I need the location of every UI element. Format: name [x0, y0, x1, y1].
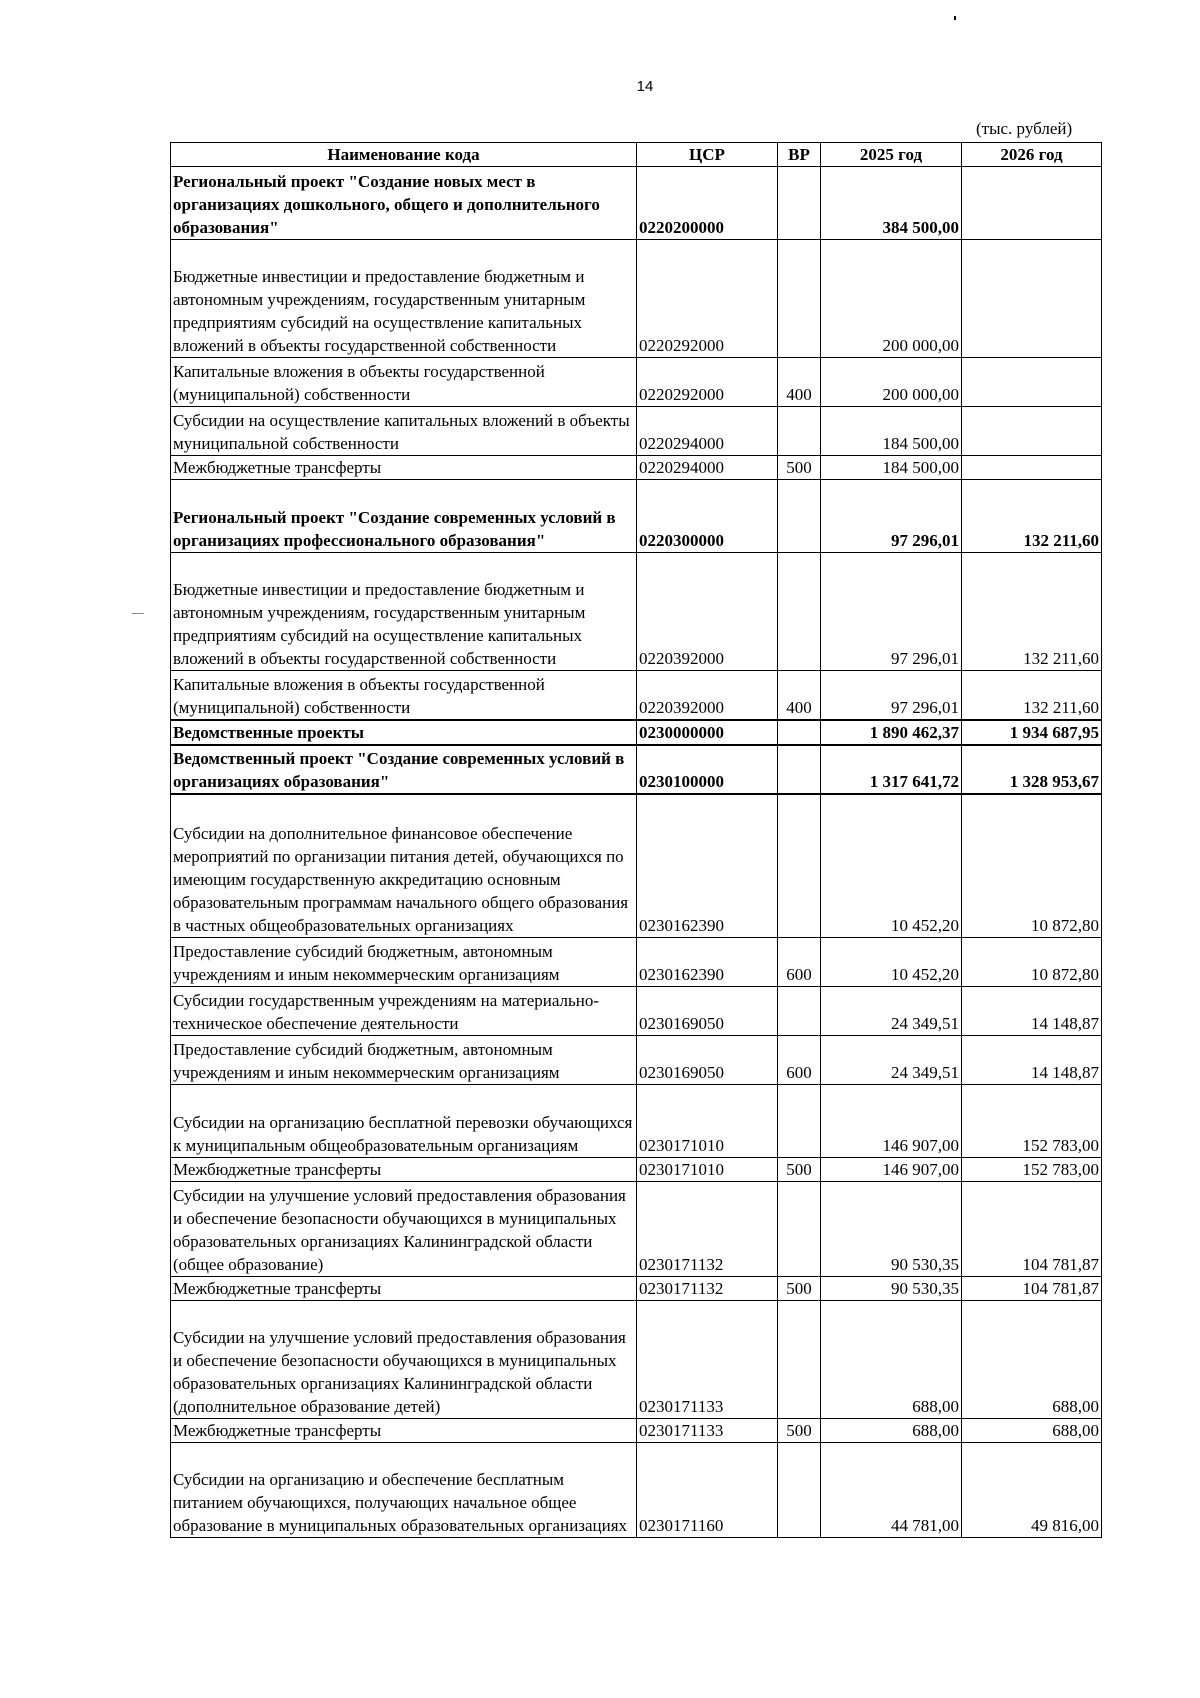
cell-2025: 200 000,00 — [821, 240, 962, 358]
cell-csr: 0230169050 — [637, 987, 778, 1036]
header-csr: ЦСР — [637, 143, 778, 167]
cell-2026: 104 781,87 — [962, 1277, 1102, 1301]
table-row — [171, 1182, 1102, 1277]
cell-2025: 97 296,01 — [821, 671, 962, 720]
cell-vr — [778, 987, 821, 1036]
cell-name: Межбюджетные трансферты — [171, 456, 637, 480]
cell-2025: 1 890 462,37 — [821, 720, 962, 745]
cell-name: Капитальные вложения в объекты государственной (муниципальной) собственности — [171, 358, 637, 407]
cell-vr: 600 — [778, 938, 821, 987]
budget-table — [170, 142, 1102, 1538]
cell-name: Бюджетные инвестиции и предоставление бюджетным и автономным учреждениям, государственным унитарным предприятиям субсидий на осуществление капитальных вложений в объекты государственной собственности — [171, 553, 637, 671]
scan-mark — [132, 613, 144, 614]
cell-2025: 90 530,35 — [821, 1277, 962, 1301]
cell-2026 — [962, 456, 1102, 480]
cell-csr: 0230169050 — [637, 1036, 778, 1085]
cell-name: Ведомственный проект "Создание современных условий в организациях образования" — [171, 745, 637, 794]
cell-2026 — [962, 358, 1102, 407]
cell-csr: 0230171132 — [637, 1277, 778, 1301]
cell-2026: 49 816,00 — [962, 1443, 1102, 1538]
cell-2025: 688,00 — [821, 1419, 962, 1443]
table-row — [171, 987, 1102, 1036]
table-row — [171, 671, 1102, 720]
cell-2026: 1 328 953,67 — [962, 745, 1102, 794]
cell-name: Предоставление субсидий бюджетным, автономным учреждениям и иным некоммерческим организациям — [171, 1036, 637, 1085]
cell-vr — [778, 1301, 821, 1419]
cell-2026: 152 783,00 — [962, 1085, 1102, 1158]
cell-vr — [778, 745, 821, 794]
cell-name: Региональный проект "Создание современных условий в организациях профессионального образования" — [171, 480, 637, 553]
cell-2026: 10 872,80 — [962, 938, 1102, 987]
cell-2025: 24 349,51 — [821, 1036, 962, 1085]
cell-csr: 0220392000 — [637, 671, 778, 720]
cell-csr: 0230162390 — [637, 794, 778, 938]
cell-vr: 500 — [778, 456, 821, 480]
table-row — [171, 745, 1102, 794]
header-2025: 2025 год — [821, 143, 962, 167]
cell-vr — [778, 407, 821, 456]
cell-2026 — [962, 240, 1102, 358]
cell-2025: 10 452,20 — [821, 938, 962, 987]
cell-csr: 0230171010 — [637, 1158, 778, 1182]
cell-2025: 97 296,01 — [821, 480, 962, 553]
cell-csr: 0230171160 — [637, 1443, 778, 1538]
cell-2025: 184 500,00 — [821, 456, 962, 480]
cell-csr: 0230171133 — [637, 1419, 778, 1443]
table-row — [171, 1301, 1102, 1419]
cell-vr: 500 — [778, 1419, 821, 1443]
cell-2026 — [962, 167, 1102, 240]
cell-csr: 0230100000 — [637, 745, 778, 794]
cell-name: Субсидии на дополнительное финансовое обеспечение мероприятий по организации питания детей, обучающихся по имеющим государственную аккредитацию основным образовательным программам начального общего образования в частных общеобразовательных организациях — [171, 794, 637, 938]
table-row — [171, 1277, 1102, 1301]
cell-2025: 24 349,51 — [821, 987, 962, 1036]
cell-2026: 688,00 — [962, 1419, 1102, 1443]
cell-2025: 97 296,01 — [821, 553, 962, 671]
table-row — [171, 720, 1102, 745]
cell-name: Предоставление субсидий бюджетным, автономным учреждениям и иным некоммерческим организациям — [171, 938, 637, 987]
cell-csr: 0220292000 — [637, 358, 778, 407]
cell-csr: 0230171133 — [637, 1301, 778, 1419]
header-vr: ВР — [778, 143, 821, 167]
cell-name: Бюджетные инвестиции и предоставление бюджетным и автономным учреждениям, государственным унитарным предприятиям субсидий на осуществление капитальных вложений в объекты государственной собственности — [171, 240, 637, 358]
cell-csr: 0220200000 — [637, 167, 778, 240]
cell-vr — [778, 553, 821, 671]
cell-2026: 10 872,80 — [962, 794, 1102, 938]
table-row — [171, 1085, 1102, 1158]
cell-2026 — [962, 407, 1102, 456]
cell-vr: 400 — [778, 358, 821, 407]
table-row — [171, 553, 1102, 671]
cell-csr: 0220294000 — [637, 407, 778, 456]
cell-name: Ведомственные проекты — [171, 720, 637, 745]
cell-2026: 132 211,60 — [962, 480, 1102, 553]
cell-2025: 688,00 — [821, 1301, 962, 1419]
cell-csr: 0230171132 — [637, 1182, 778, 1277]
cell-name: Межбюджетные трансферты — [171, 1158, 637, 1182]
table-row — [171, 1036, 1102, 1085]
cell-vr — [778, 1182, 821, 1277]
cell-2025: 146 907,00 — [821, 1158, 962, 1182]
cell-vr — [778, 1085, 821, 1158]
cell-csr: 0220292000 — [637, 240, 778, 358]
cell-name: Субсидии государственным учреждениям на материально-техническое обеспечение деятельности — [171, 987, 637, 1036]
cell-name: Субсидии на организацию бесплатной перевозки обучающихся к муниципальным общеобразовательным организациям — [171, 1085, 637, 1158]
cell-csr: 0220300000 — [637, 480, 778, 553]
cell-vr: 500 — [778, 1277, 821, 1301]
cell-vr — [778, 480, 821, 553]
cell-2026: 14 148,87 — [962, 987, 1102, 1036]
cell-vr: 400 — [778, 671, 821, 720]
cell-csr: 0220294000 — [637, 456, 778, 480]
cell-2025: 384 500,00 — [821, 167, 962, 240]
cell-csr: 0230000000 — [637, 720, 778, 745]
table-row — [171, 1443, 1102, 1538]
cell-vr — [778, 794, 821, 938]
cell-csr: 0230171010 — [637, 1085, 778, 1158]
cell-2025: 146 907,00 — [821, 1085, 962, 1158]
page-number: 14 — [636, 78, 654, 95]
cell-name: Субсидии на улучшение условий предоставления образования и обеспечение безопасности обучающихся в муниципальных образовательных организациях Калининградской области (дополнительное образование детей) — [171, 1301, 637, 1419]
cell-2026: 688,00 — [962, 1301, 1102, 1419]
table-row — [171, 480, 1102, 553]
cell-2025: 200 000,00 — [821, 358, 962, 407]
cell-2025: 10 452,20 — [821, 794, 962, 938]
cell-vr: 600 — [778, 1036, 821, 1085]
cell-name: Капитальные вложения в объекты государственной (муниципальной) собственности — [171, 671, 637, 720]
cell-vr — [778, 1443, 821, 1538]
cell-2026: 152 783,00 — [962, 1158, 1102, 1182]
cell-2026: 132 211,60 — [962, 671, 1102, 720]
cell-2025: 184 500,00 — [821, 407, 962, 456]
units-note: (тыс. рублей) — [976, 119, 1073, 138]
scan-mark — [954, 16, 956, 20]
cell-2025: 44 781,00 — [821, 1443, 962, 1538]
cell-name: Межбюджетные трансферты — [171, 1277, 637, 1301]
cell-csr: 0230162390 — [637, 938, 778, 987]
cell-2026: 1 934 687,95 — [962, 720, 1102, 745]
cell-csr: 0220392000 — [637, 553, 778, 671]
table-row — [171, 1158, 1102, 1182]
cell-vr — [778, 167, 821, 240]
cell-name: Субсидии на улучшение условий предоставления образования и обеспечение безопасности обучающихся в муниципальных образовательных организациях Калининградской области (общее образование) — [171, 1182, 637, 1277]
cell-name: Субсидии на осуществление капитальных вложений в объекты муниципальной собственности — [171, 407, 637, 456]
cell-2026: 132 211,60 — [962, 553, 1102, 671]
table-row — [171, 358, 1102, 407]
cell-2026: 104 781,87 — [962, 1182, 1102, 1277]
table-row — [171, 407, 1102, 456]
cell-2025: 90 530,35 — [821, 1182, 962, 1277]
table-row — [171, 794, 1102, 938]
table-header-row — [171, 143, 1102, 167]
table-row — [171, 167, 1102, 240]
cell-vr — [778, 720, 821, 745]
table-row — [171, 456, 1102, 480]
header-2026: 2026 год — [962, 143, 1102, 167]
cell-name: Субсидии на организацию и обеспечение бесплатным питанием обучающихся, получающих начальное общее образование в муниципальных образовательных организациях — [171, 1443, 637, 1538]
table-row — [171, 938, 1102, 987]
cell-2025: 1 317 641,72 — [821, 745, 962, 794]
cell-name: Региональный проект "Создание новых мест в организациях дошкольного, общего и дополнительного образования" — [171, 167, 637, 240]
cell-vr — [778, 240, 821, 358]
table-row — [171, 1419, 1102, 1443]
cell-name: Межбюджетные трансферты — [171, 1419, 637, 1443]
cell-vr: 500 — [778, 1158, 821, 1182]
table-row — [171, 240, 1102, 358]
header-name: Наименование кода — [171, 143, 637, 167]
cell-2026: 14 148,87 — [962, 1036, 1102, 1085]
